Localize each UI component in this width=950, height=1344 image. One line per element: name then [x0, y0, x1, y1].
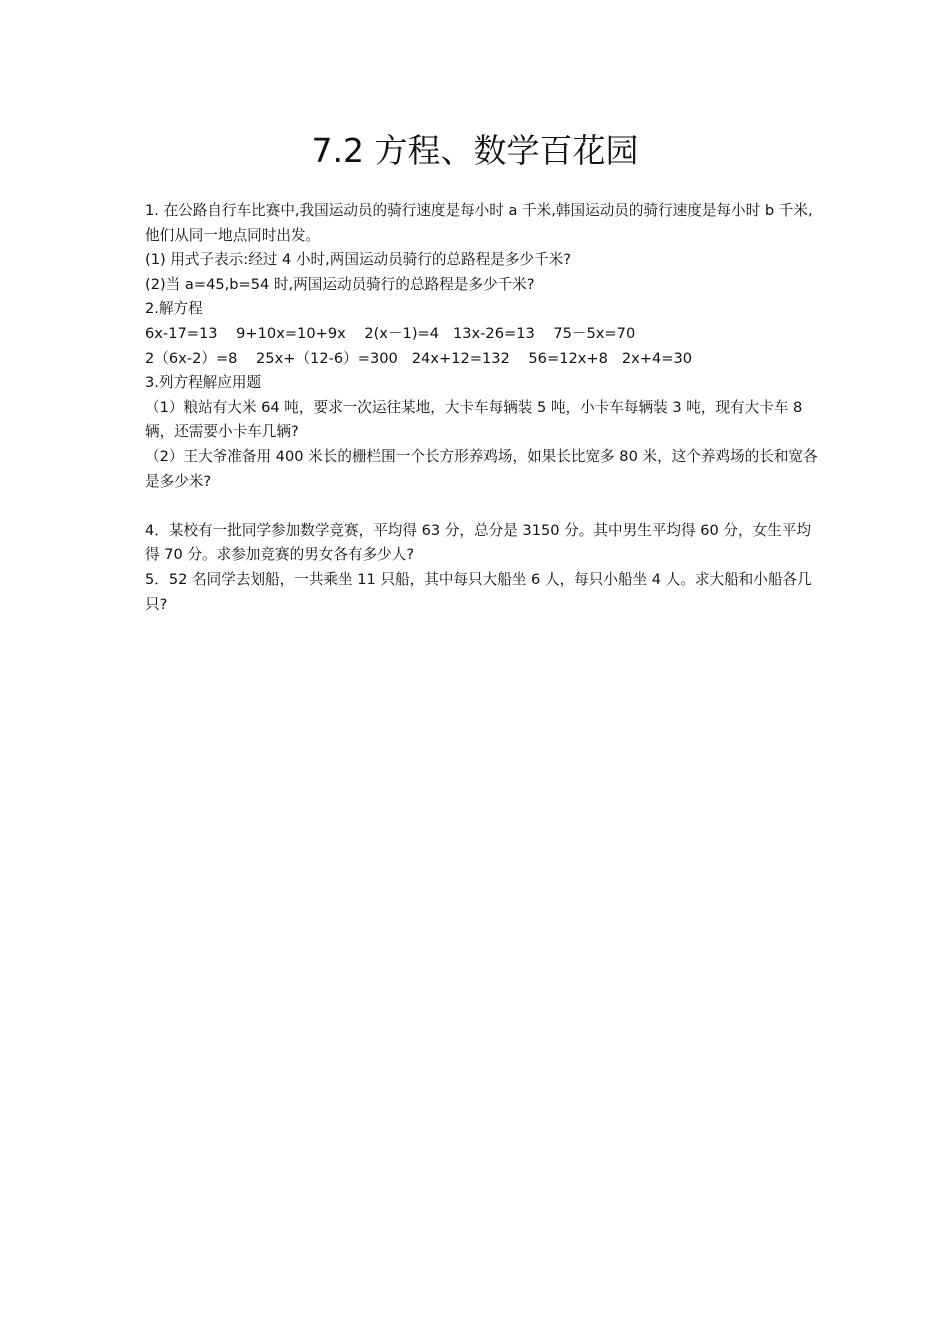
question-1-part-1: (1) 用式子表示:经过 4 小时,两国运动员骑行的总路程是多少千米? — [145, 251, 572, 269]
blank-line — [145, 494, 825, 519]
equations-row-2: 2（6x-2）=8 25x+（12-6）=300 24x+12=132 56=12x+8 2x+4=30 — [145, 349, 693, 367]
question-2-heading: 2.解方程 — [145, 300, 203, 318]
question-4: 4．某校有一批同学参加数学竞赛，平均得 63 分，总分是 3150 分。其中男生平均得 60 分，女生平均得 70 分。求参加竞赛的男女各有多少人? — [145, 521, 811, 564]
question-3-heading: 3.列方程解应用题 — [145, 374, 262, 392]
question-3-part-1: （1）粮站有大米 64 吨，要求一次运往某地，大卡车每辆装 5 吨，小卡车每辆装 3 吨，现有大卡车 8 辆，还需要小卡车几辆? — [145, 398, 803, 441]
question-3-part-2: （2）王大爷准备用 400 米长的栅栏围一个长方形养鸡场，如果长比宽多 80 米，这个养鸡场的长和宽各是多少米? — [145, 447, 818, 490]
page-title: 7.2 方程、数学百花园 — [311, 131, 639, 170]
question-5: 5．52 名同学去划船，一共乘坐 11 只船，其中每只大船坐 6 人，每只小船坐 4 人。求大船和小船各几只? — [145, 570, 812, 613]
question-1-part-2: (2)当 a=45,b=54 时,两国运动员骑行的总路程是多少千米? — [145, 275, 535, 293]
equations-row-1: 6x-17=13 9+10x=10+9x 2(x－1)=4 13x-26=13 75－5x=70 — [145, 324, 636, 342]
worksheet-content — [145, 199, 825, 617]
question-1-stem: 1. 在公路自行车比赛中,我国运动员的骑行速度是每小时 a 千米,韩国运动员的骑行速度是每小时 b 千米,他们从同一地点同时出发。 — [145, 202, 813, 244]
